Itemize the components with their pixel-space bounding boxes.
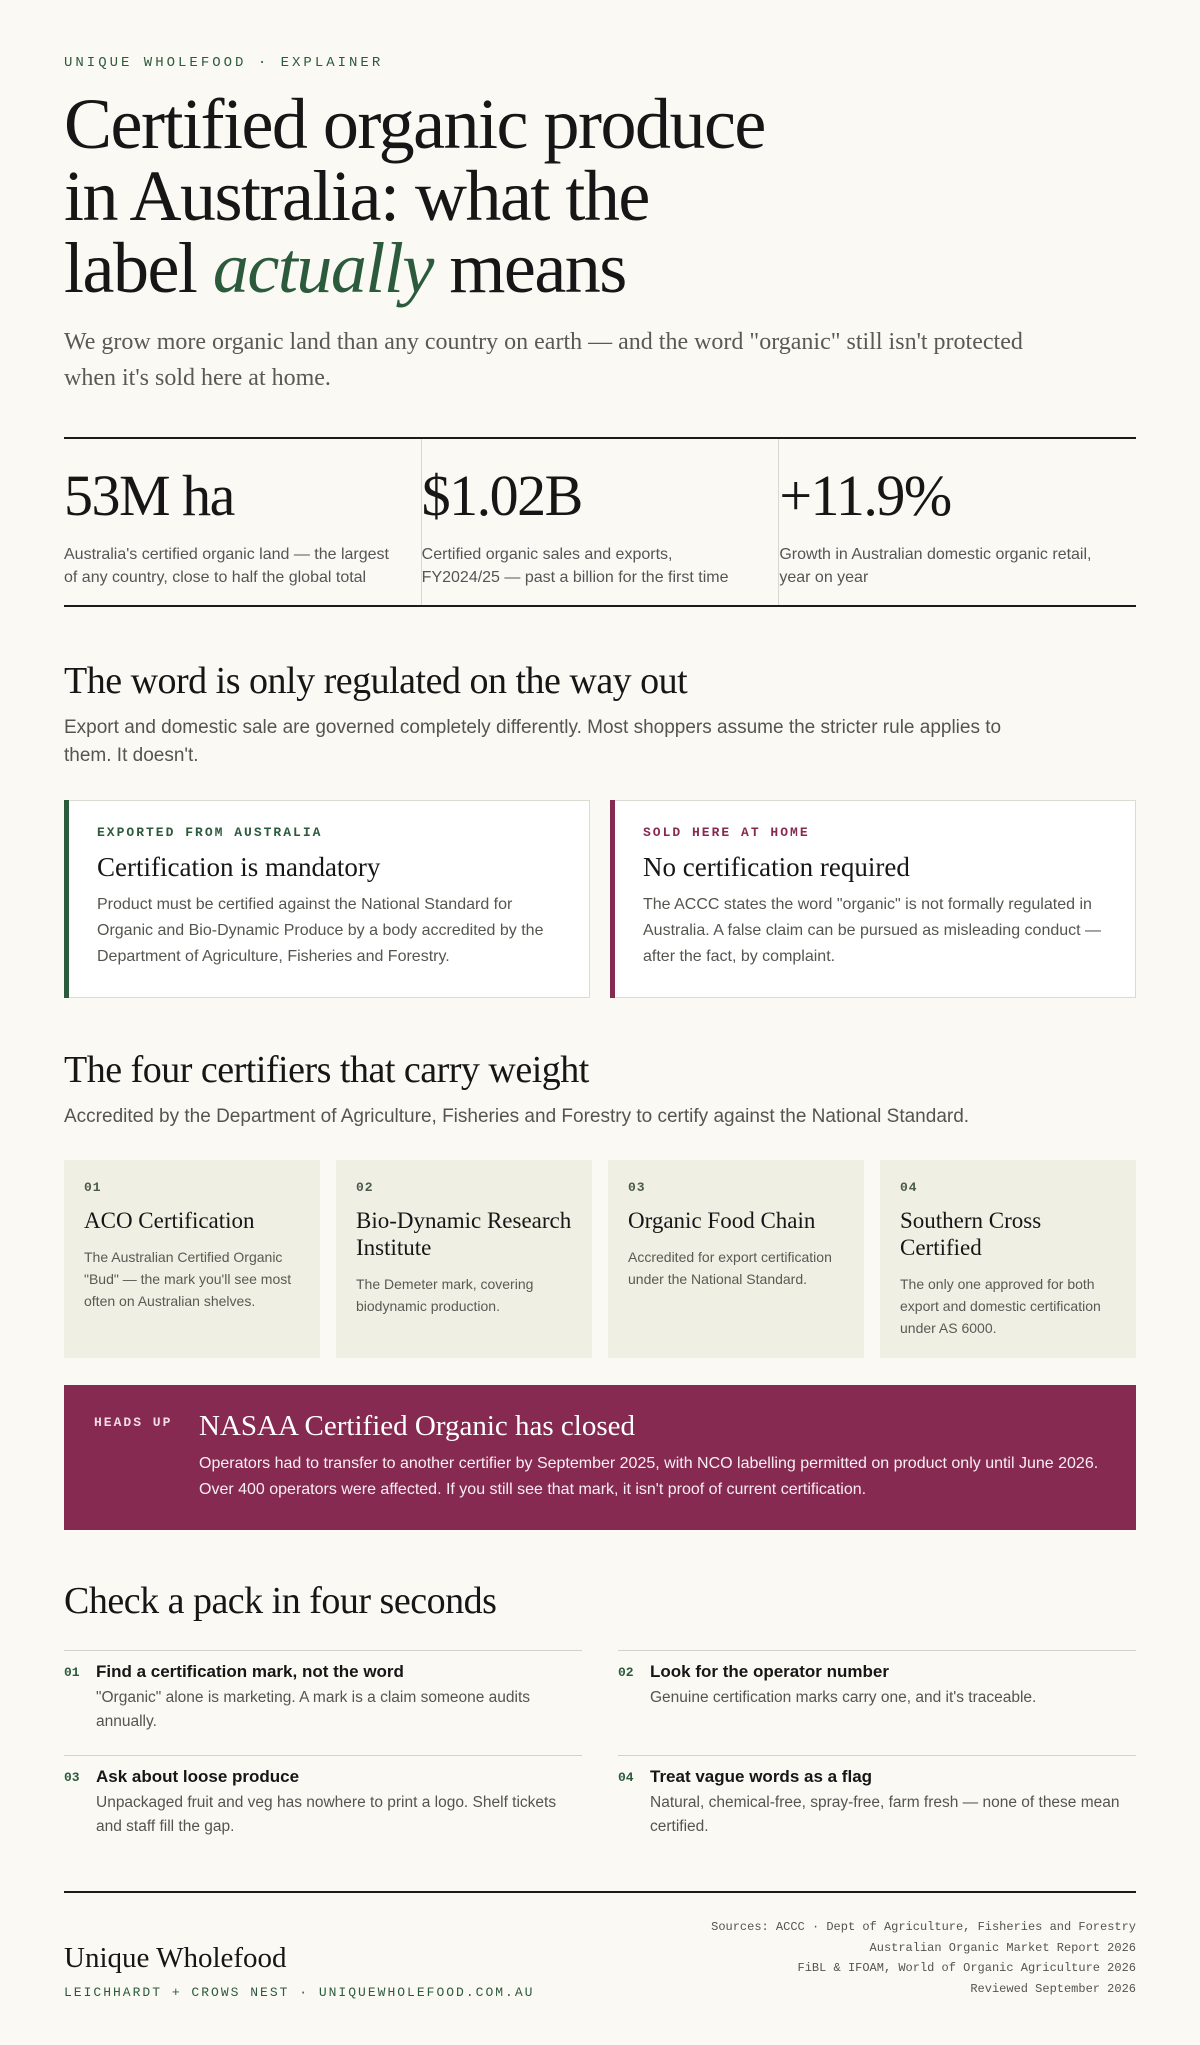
- check-number: 02: [618, 1665, 634, 1680]
- domestic-eyebrow: SOLD HERE AT HOME: [643, 825, 810, 840]
- certifiers-heading: The four certifiers that carry weight: [64, 1049, 589, 1091]
- certifier-description: The Demeter mark, covering biodynamic production.: [356, 1276, 534, 1314]
- export-body: Product must be certified against the National Standard for Organic and Bio-Dynamic Produce by a body accredited by the Department of Agriculture, Fisheries and Forestry.: [97, 896, 544, 965]
- stats-strip: [64, 437, 1136, 607]
- check-number: 03: [64, 1770, 80, 1785]
- regulation-comparison: [64, 800, 1136, 998]
- stat-value: +11.9%: [779, 463, 951, 528]
- domestic-title: No certification required: [643, 852, 910, 882]
- check-title: Look for the operator number: [650, 1662, 889, 1681]
- headline-accent: actually: [212, 228, 433, 308]
- page-dek: We grow more organic land than any country on earth — and the word "organic" still isn't protected when it's sold here at home.: [64, 329, 1023, 391]
- stat-label: Australia's certified organic land — the largest of any country, close to half the global total: [64, 546, 389, 586]
- check-title: Treat vague words as a flag: [650, 1767, 873, 1786]
- certifier-name: Bio-Dynamic Research Institute: [356, 1208, 572, 1260]
- headline-line-3-start: label: [64, 228, 213, 308]
- export-title: Certification is mandatory: [97, 852, 381, 882]
- footer-divider: [64, 1891, 1136, 1893]
- regulation-heading: The word is only regulated on the way out: [64, 660, 688, 702]
- stat-value: $1.02B: [421, 463, 582, 528]
- certifier-description: The only one approved for both export and domestic certification under AS 6000.: [900, 1276, 1101, 1336]
- footer-sources: [711, 1917, 1136, 1999]
- certifier-grid: [64, 1160, 1136, 1358]
- checklist-item: [64, 1755, 582, 1860]
- stat-sales: [422, 439, 780, 605]
- check-body: Natural, chemical-free, spray-free, farm fresh — none of these mean certified.: [650, 1794, 1120, 1835]
- certifier-description: Accredited for export certification under the National Standard.: [628, 1249, 832, 1287]
- alert-tag: HEADS UP: [94, 1415, 173, 1430]
- headline-line-2: in Australia: what the: [64, 156, 649, 236]
- check-number: 04: [618, 1770, 634, 1785]
- stat-label: Growth in Australian domestic organic retail, year on year: [779, 546, 1092, 586]
- certifier-card: [608, 1160, 864, 1358]
- domestic-body: The ACCC states the word "organic" is not formally regulated in Australia. A false claim can be pursued as misleading conduct — after the fact, by complaint.: [643, 896, 1102, 965]
- export-eyebrow: EXPORTED FROM AUSTRALIA: [97, 825, 323, 840]
- check-body: Genuine certification marks carry one, and it's traceable.: [650, 1689, 1037, 1706]
- stat-organic-land: [64, 439, 422, 605]
- certifier-number: 01: [84, 1180, 102, 1195]
- check-body: Unpackaged fruit and veg has nowhere to print a logo. Shelf tickets and staff fill the gap.: [96, 1794, 557, 1835]
- check-title: Ask about loose produce: [96, 1767, 300, 1786]
- certifier-number: 03: [628, 1180, 646, 1195]
- certifier-number: 02: [356, 1180, 374, 1195]
- kicker: UNIQUE WHOLEFOOD · EXPLAINER: [64, 55, 384, 71]
- certifier-name: Southern Cross Certified: [900, 1208, 1042, 1260]
- certifier-card: [336, 1160, 592, 1358]
- source-line: Australian Organic Market Report 2026: [869, 1940, 1136, 1955]
- certifier-card: [64, 1160, 320, 1358]
- source-line: Reviewed September 2026: [970, 1981, 1136, 1996]
- stat-value: 53M ha: [64, 463, 234, 528]
- export-card: [64, 800, 590, 998]
- headline-line-1: Certified organic produce: [64, 84, 765, 164]
- certifier-description: The Australian Certified Organic "Bud" — the mark you'll see most often on Australian shelves.: [84, 1249, 292, 1309]
- source-line: Sources: ACCC · Dept of Agriculture, Fisheries and Forestry: [711, 1920, 1136, 1934]
- check-body: "Organic" alone is marketing. A mark is a claim someone audits annually.: [96, 1689, 530, 1730]
- alert-content: [199, 1407, 1106, 1530]
- page-title: [64, 84, 844, 308]
- certifier-name: ACO Certification: [84, 1208, 255, 1233]
- source-line: FiBL & IFOAM, World of Organic Agriculture 2026: [797, 1961, 1136, 1975]
- headline-line-3-end: means: [432, 228, 626, 308]
- check-title: Find a certification mark, not the word: [96, 1662, 404, 1681]
- checklist-item: [618, 1650, 1136, 1755]
- certifier-name: Organic Food Chain: [628, 1208, 816, 1233]
- check-number: 01: [64, 1665, 80, 1680]
- checklist-item: [618, 1755, 1136, 1860]
- checklist: [64, 1650, 1136, 1860]
- stat-growth: [779, 439, 1136, 605]
- alert-body: Operators had to transfer to another certifier by September 2025, with NCO labelling permitted on product only until June 2026. Over 400 operators were affected. If you still see that mark, it isn't proof of current certification.: [199, 1455, 1099, 1498]
- certifier-number: 04: [900, 1180, 918, 1195]
- certifier-card: [880, 1160, 1136, 1358]
- footer-locations: LEICHHARDT + CROWS NEST · UNIQUEWHOLEFOOD.COM.AU: [64, 1985, 535, 2000]
- certifiers-dek: Accredited by the Department of Agriculture, Fisheries and Forestry to certify against the National Standard.: [64, 1106, 970, 1127]
- alert-title: NASAA Certified Organic has closed: [199, 1410, 635, 1442]
- regulation-dek: Export and domestic sale are governed completely differently. Most shoppers assume the stricter rule applies to them. It doesn't.: [64, 717, 1002, 766]
- domestic-card: [610, 800, 1136, 998]
- checklist-item: [64, 1650, 582, 1755]
- heads-up-alert: [64, 1385, 1136, 1530]
- footer-brand: Unique Wholefood: [64, 1942, 287, 1974]
- checks-heading: Check a pack in four seconds: [64, 1580, 497, 1622]
- stat-label: Certified organic sales and exports, FY2024/25 — past a billion for the first time: [421, 546, 729, 586]
